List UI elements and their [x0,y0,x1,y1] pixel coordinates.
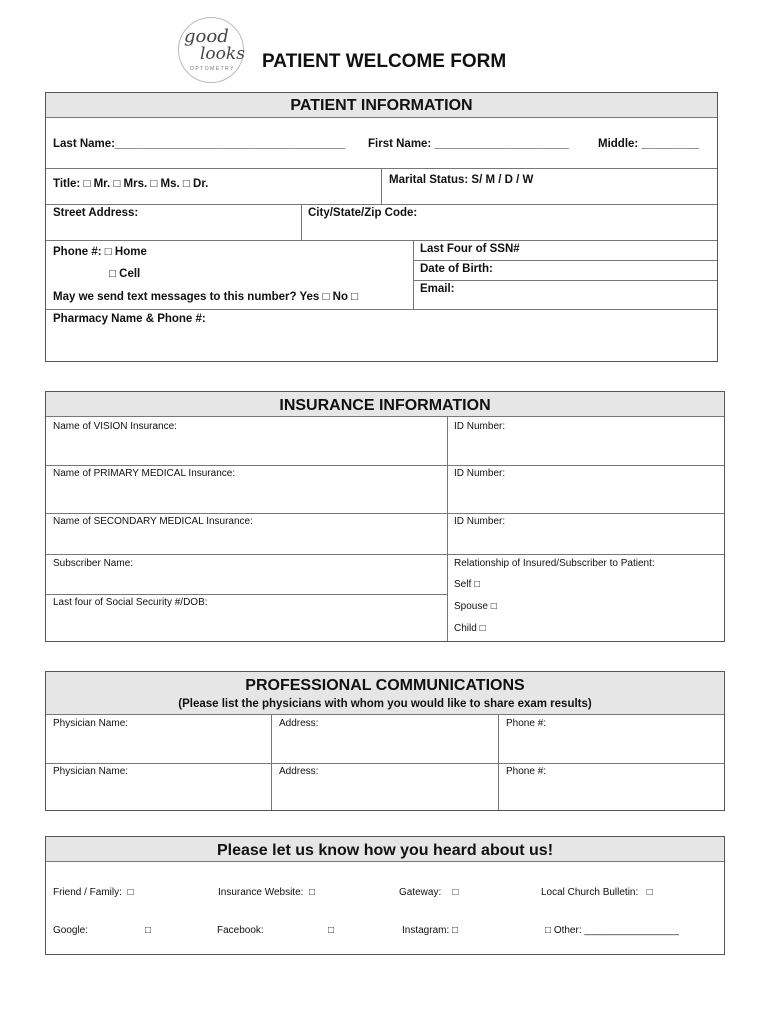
date-of-birth-field[interactable]: Date of Birth: [420,263,493,275]
divider [447,417,448,641]
logo-word-looks: looks [200,44,245,64]
last-name-field[interactable]: Last Name:____________________________________ [53,138,346,150]
physician-name-field-1[interactable]: Physician Name: [53,718,129,729]
instagram-option[interactable] [402,925,458,936]
professional-communications-heading: PROFESSIONAL COMMUNICATIONS [245,677,525,694]
church-bulletin-checkbox[interactable]: □ [646,887,653,898]
pharmacy-field[interactable]: Pharmacy Name & Phone #: [53,313,206,325]
gateway-option[interactable] [399,887,458,898]
friend-family-checkbox[interactable]: □ [127,887,134,898]
relationship-self-option[interactable]: Self □ [454,579,481,590]
ssn-field[interactable]: Last Four of SSN# [420,243,520,255]
city-state-zip-field[interactable]: City/State/Zip Code: [308,207,418,219]
subscriber-ssn-dob-field[interactable]: Last four of Social Security #/DOB: [53,597,208,608]
divider [301,204,302,240]
divider [413,280,717,281]
divider [381,168,382,204]
relationship-spouse-option[interactable]: Spouse □ [454,601,497,612]
divider [413,240,414,309]
divider [46,309,717,310]
primary-medical-insurance-field[interactable]: Name of PRIMARY MEDICAL Insurance: [53,468,236,479]
phone-cell-option[interactable]: □ Cell [109,268,141,280]
marital-status-field[interactable]: Marital Status: S/ M / D / W [389,174,534,186]
text-messages-consent[interactable]: May we send text messages to this number? Yes □ No □ [53,291,359,303]
divider [46,204,717,205]
divider [46,763,724,764]
church-bulletin-option[interactable] [541,887,653,898]
secondary-medical-insurance-field[interactable]: Name of SECONDARY MEDICAL Insurance: [53,516,253,527]
gateway-checkbox[interactable]: □ [452,887,459,898]
middle-name-field[interactable]: Middle: _________ [598,138,700,150]
physician-phone-field-2[interactable]: Phone #: [506,766,547,777]
secondary-id-number-field[interactable]: ID Number: [454,516,506,527]
logo-word-good: good [184,26,229,47]
insurance-website-option[interactable] [218,887,315,898]
friend-family-option[interactable] [53,887,134,898]
facebook-label: Facebook: [217,925,264,936]
first-name-field[interactable]: First Name: _____________________ [368,138,569,150]
physician-phone-field-1[interactable]: Phone #: [506,718,547,729]
other-field[interactable]: □ Other: _________________ [545,925,679,936]
patient-information-heading: PATIENT INFORMATION [46,93,717,118]
physician-name-field-2[interactable]: Physician Name: [53,766,129,777]
relationship-label: Relationship of Insured/Subscriber to Patient: [454,558,655,569]
google-checkbox[interactable]: □ [145,925,152,936]
email-field[interactable]: Email: [420,283,455,295]
title-options[interactable]: Title: □ Mr. □ Mrs. □ Ms. □ Dr. [53,178,209,190]
physician-address-field-2[interactable]: Address: [279,766,319,777]
insurance-website-checkbox[interactable]: □ [308,887,316,898]
insurance-website-label: Insurance Website: [218,887,304,898]
insurance-information-heading: INSURANCE INFORMATION [46,392,724,417]
google-label: Google: [53,925,89,936]
vision-id-number-field[interactable]: ID Number: [454,421,506,432]
subscriber-name-field[interactable]: Subscriber Name: [53,558,134,569]
form-title: PATIENT WELCOME FORM [262,51,507,72]
logo-tagline: OPTOMETRY [190,66,235,72]
divider [46,240,717,241]
instagram-label: Instagram: [402,925,450,936]
primary-id-number-field[interactable]: ID Number: [454,468,506,479]
professional-communications-header [46,672,724,715]
divider [46,594,447,595]
facebook-checkbox[interactable]: □ [328,925,335,936]
vision-insurance-field[interactable]: Name of VISION Insurance: [53,421,177,432]
relationship-child-option[interactable]: Child □ [454,623,486,634]
church-bulletin-label: Local Church Bulletin: [541,887,639,898]
instagram-checkbox[interactable]: □ [452,925,459,936]
physician-address-field-1[interactable]: Address: [279,718,319,729]
divider [413,260,717,261]
gateway-label: Gateway: [399,887,442,898]
street-address-field[interactable]: Street Address: [53,207,139,219]
friend-family-label: Friend / Family: [53,887,122,898]
phone-home-option[interactable]: Phone #: □ Home [53,246,147,258]
divider [46,465,724,466]
divider [46,513,724,514]
referral-source-heading: Please let us know how you heard about us! [46,837,724,862]
divider [46,554,724,555]
professional-communications-subheading: (Please list the physicians with whom you would like to share exam results) [178,698,592,710]
